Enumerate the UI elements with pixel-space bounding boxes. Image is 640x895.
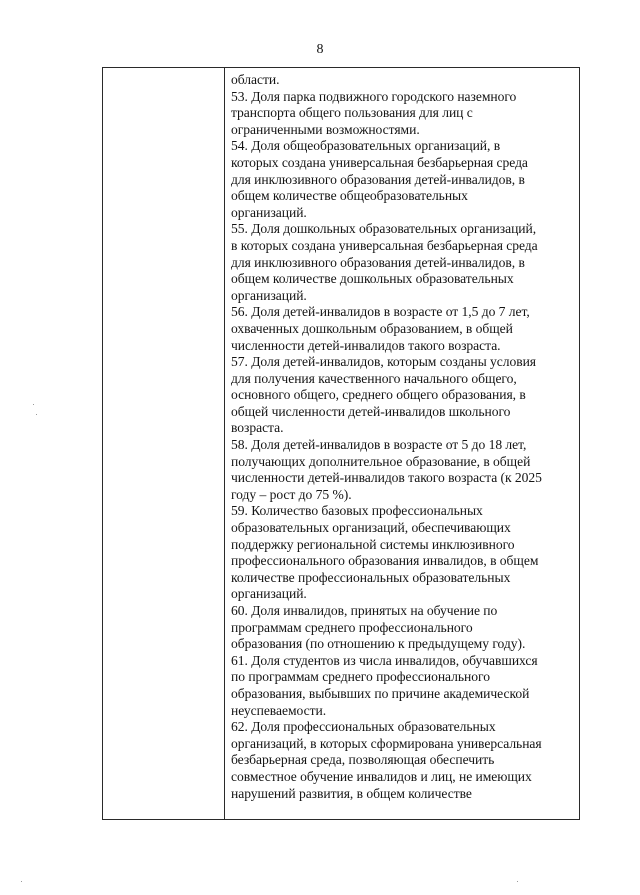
scan-speck — [36, 414, 37, 415]
text-line: по программам среднего профессионального — [231, 669, 490, 685]
text-line: неуспеваемости. — [231, 702, 327, 718]
text-line: 54. Доля общеобразовательных организаций, в — [231, 138, 501, 154]
text-line: организаций. — [231, 287, 307, 303]
text-line: программам среднего профессионального — [231, 619, 473, 635]
text-line: 58. Доля детей-инвалидов в возрасте от 5 до 18 лет, — [231, 437, 527, 453]
text-line: 57. Доля детей-инвалидов, которым созданы условия — [231, 354, 537, 370]
text-line: совместное обучение инвалидов и лиц, не имеющих — [231, 768, 532, 784]
text-line: для получения качественного начального общего, — [231, 370, 517, 386]
text-line: 56. Доля детей-инвалидов в возрасте от 1,5 до 7 лет, — [231, 304, 530, 320]
text-line: ограниченными возможностями. — [231, 121, 420, 137]
text-line: которых создана универсальная безбарьерная среда — [231, 154, 528, 170]
text-line: охваченных дошкольным образованием, в общей — [231, 320, 513, 336]
text-line: общей численности детей-инвалидов школьного — [231, 403, 511, 419]
text-line: поддержку региональной системы инклюзивного — [231, 536, 515, 552]
table-left-cell — [103, 68, 224, 819]
text-line: возраста. — [231, 420, 284, 436]
text-line: для инклюзивного образования детей-инвалидов, в — [231, 254, 525, 270]
text-line: 59. Количество базовых профессиональных — [231, 503, 483, 519]
text-line: безбарьерная среда, позволяющая обеспечить — [231, 752, 495, 768]
text-line: организаций, в которых сформирована универсальная — [231, 735, 542, 751]
text-line: 62. Доля профессиональных образовательных — [231, 719, 496, 735]
text-line: нарушений развития, в общем количестве — [231, 785, 472, 801]
text-line: транспорта общего пользования для лиц с — [231, 105, 473, 121]
text-line: общем количестве общеобразовательных — [231, 188, 468, 204]
text-line: организаций. — [231, 204, 307, 220]
text-line: 60. Доля инвалидов, принятых на обучение по — [231, 603, 498, 618]
text-line: получающих дополнительное образование, в общей — [231, 453, 531, 469]
scan-speck — [517, 881, 518, 882]
scan-speck — [21, 881, 22, 882]
text-line: в которых создана универсальная безбарьерная среда — [231, 237, 538, 253]
text-line: году – рост до 75 %). — [231, 486, 352, 502]
text-line: 61. Доля студентов из числа инвалидов, обучавшихся — [231, 652, 538, 668]
text-line: 53. Доля парка подвижного городского наземного — [231, 88, 517, 104]
text-line: численности детей-инвалидов такого возраста (к 2025 — [231, 470, 542, 486]
text-line: образовательных организаций, обеспечивающих — [231, 520, 511, 536]
text-line: 55. Доля дошкольных образовательных организаций, — [231, 221, 537, 237]
text-line: организаций. — [231, 586, 307, 602]
scan-speck — [33, 404, 34, 405]
text-line: области. — [231, 72, 280, 87]
text-line: основного общего, среднего общего образования, в — [231, 387, 526, 403]
text-line: образования, выбывших по причине академической — [231, 685, 530, 701]
table-right-cell — [231, 72, 575, 819]
text-line: общем количестве дошкольных образовательных — [231, 271, 514, 287]
page-number: 8 — [316, 42, 324, 57]
text-line: количестве профессиональных образовательных — [231, 569, 511, 585]
text-line: численности детей-инвалидов такого возраста. — [231, 337, 501, 353]
text-line: для инклюзивного образования детей-инвалидов, в — [231, 171, 525, 187]
column-divider — [224, 68, 225, 819]
indicators-table — [102, 67, 580, 820]
text-line: профессионального образования инвалидов, в общем — [231, 553, 539, 569]
text-line: образования (по отношению к предыдущему году). — [231, 636, 526, 652]
